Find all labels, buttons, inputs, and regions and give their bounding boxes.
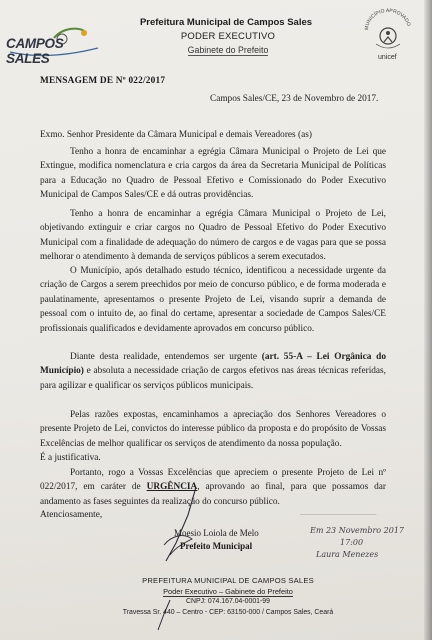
footer-cnpj: CNPJ: 074.167.04-0001-99	[186, 598, 270, 605]
salutation: Exmo. Senhor Presidente da Câmara Municipal e demais Vereadores (as)	[40, 130, 312, 140]
legal-reference: (art. 55-A – Lei Orgânica do Município)	[40, 352, 386, 377]
seal-icon	[360, 8, 416, 58]
footer-address: Travessa Sr. 440 – Centro - CEP: 63150-000 / Campos Sales, Ceará	[122, 609, 334, 616]
signature-scribble-icon	[136, 485, 226, 565]
paragraph-3: O Município, após detalhado estudo técnico, identificou a necessidade urgente da criação de Cargos a serem preechidos por meio de concurso público, e de forma moderada e paulatinamente, apresentamos o presente Projeto de Lei, visando suprir a demanda de pessoal com o intuito de, ao final do certame, apresentar a sociedade de Campos Sales/CE profissionais qualificados e devidamente aprovados em concurso público.	[40, 266, 386, 334]
paragraph-4: Diante desta realidade, entendemos ser urgente (art. 55-A – Lei Orgânica do Município) e absoluta a necessidade criação de cargos efetivos nas áreas técnicas referidas, para agilizar e qualificar os serviços públicos municipais.	[40, 352, 386, 391]
header-office: Gabinete do Prefeito	[187, 45, 269, 55]
stamp-rule-1: _________________________	[300, 510, 377, 516]
footer-org: PREFEITURA MUNICIPAL DE CAMPOS SALES	[142, 576, 314, 585]
stamp-date: Em 23 Novembro 2017	[310, 526, 405, 535]
paragraph-7: Portanto, rogo a Vossas Excelências que apreciem o presente Projeto de Lei nº 022/2017, em caráter de URGÊNCIA, aprovando ao final, para que possamos dar andamento as fases seguintes da realização do concurso público.	[40, 468, 387, 507]
header-org-name: Prefeitura Municipal de Campos Sales	[139, 17, 313, 28]
urgency-label: URGÊNCIA	[146, 482, 198, 493]
message-title: MENSAGEM DE Nº 022/2017	[40, 76, 166, 86]
closing: Atenciosamente,	[40, 510, 103, 520]
header-branch: PODER EXECUTIVO	[180, 31, 276, 42]
logo-text: CAMPOS SALES	[6, 36, 64, 66]
paragraph-5: Pelas razões expostas, encaminhamos a apreciação dos Senhores Vereadores o presente Projeto de Lei, convictos do interesse público da proposta e do propósito de Vossas Excelências de melhor qualificar os serviços de atendimento da nossa população.	[40, 410, 386, 449]
document-date: Campos Sales/CE, 23 de Novembro de 2017.	[210, 94, 379, 104]
stamp-time: 17:00	[340, 538, 364, 547]
paragraph-2: Tenho a honra de encaminhar a egrégia Câmara Municipal o Projeto de Lei, objetivando extinguir e criar cargos no Quadro de Pessoal Efetivo do Poder Executivo Municipal com a finalidade de adequação do número de cargos e de vagas para que se possa melhorar o atendimento à demanda de serviços públicos a serem executados.	[40, 209, 386, 263]
reception-stamp	[296, 508, 408, 568]
signatory-name: Moesio Loiola de Melo	[174, 528, 259, 538]
signatory-role: Prefeito Municipal	[180, 541, 253, 551]
justification-line: É a justificativa.	[40, 453, 101, 463]
page-edge-shadow	[424, 0, 432, 640]
footer-signature-icon	[148, 600, 178, 632]
unicef-seal	[360, 8, 416, 68]
paragraph-1: Tenho a honra de encaminhar a egrégia Câmara Municipal o Projeto de Lei que Extingue, modifica nomenclatura e cria cargos da área da Secretaria Municipal de Políticas para a Educação no Quadro de Pessoal Efetivo e Comissionado do Poder Executivo Municipal de Campos Sales/CE e dá outras providências.	[40, 147, 386, 201]
footer-office: Poder Executivo – Gabinete do Prefeito	[163, 587, 293, 596]
stamp-name: Laura Menezes	[316, 550, 379, 559]
unicef-label: unicef	[378, 54, 397, 61]
svg-text:MUNICÍPIO APROVADO: MUNICÍPIO APROVADO	[363, 8, 412, 31]
